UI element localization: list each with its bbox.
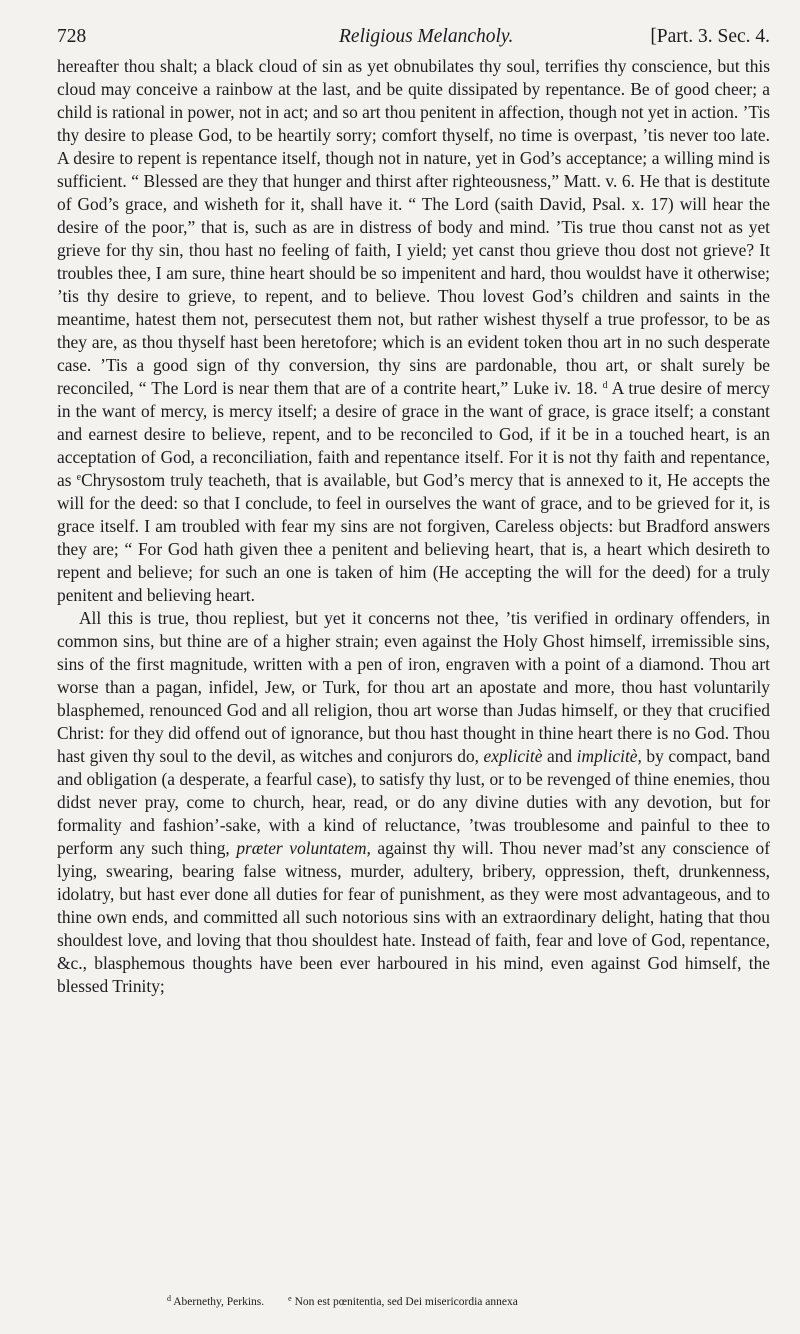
text-run: All this is true, thou repliest, but yet it concerns not thee, ’tis verified in ordinary offenders, in common sins, but thine are of a higher strain; even against the Holy Ghost himself, irremissible sins, sins of the first magnitude, written with a pen of iron, engraven with a point of a diamond. Thou art worse than a pagan, infidel, Jew, or Turk, for thou art an apostate and more, thou hast voluntarily blasphemed, renounced God and all religion, thou art worse than Judas himself, or they that crucified Christ: for they did offend out of ignorance, but thou hast thought in thine heart there is no God. Thou hast given thy soul to the devil, as witches and conjurors do,: [57, 608, 770, 766]
footnote-mark: d: [167, 1294, 171, 1303]
text-run: hereafter thou shalt; a black cloud of sin as yet obnubilates thy soul, terrifies thy conscience, but this cloud may conceive a rainbow at the last, and be quite dissipated by repentance. Be of good cheer; a child is rational in power, not in act; and so art thou penitent in affection, though not yet in action. ’Tis thy desire to please God, to be heartily sorry; comfort thyself, no time is overpast, ’tis never too late. A desire to repent is repentance itself, though not in nature, yet in God’s acceptance; a willing mind is sufficient. “ Blessed are they that hunger and thirst after righteousness,” Matt. v. 6. He that is destitute of God’s grace, and wisheth for it, shall have it. “ The Lord (saith David, Psal. x. 17) will hear the desire of the poor,” that is, such as are in distress of body and mind. ’Tis true thou canst not as yet grieve for thy sin, thou hast no feeling of faith, I yield; yet canst thou grieve thou dost not grieve? It troubles thee, I am sure, thine heart should be so impenitent and hard, thou wouldst have it otherwise; ’tis thy desire to grieve, to repent, and to believe. Thou lovest God’s children and saints in the meantime, hatest them not, persecutest them not, but rather wishest thyself a true professor, to be as they are, as thou thyself hast been heretofore; which is an evident token thou art in no such desperate case. ’Tis a good sign of thy conversion, thy sins are pardonable, thou art, or shalt surely be reconciled, “ The Lord is near them that are of a contrite heart,” Luke iv. 18.: [57, 56, 770, 398]
paragraph: [57, 607, 770, 998]
footnote: [167, 1296, 264, 1308]
running-head: [57, 22, 770, 52]
running-title: Religious Melancholy.: [339, 26, 514, 47]
section-reference: [Part. 3. Sec. 4.: [650, 26, 770, 47]
italic-term: præter voluntatem,: [236, 838, 371, 858]
body-text: [57, 55, 770, 998]
italic-term: implicitè,: [576, 746, 642, 766]
footnote-marker: d: [602, 380, 608, 391]
footnote-marker: e: [76, 472, 82, 483]
text-run: Chrysostom truly teacheth, that is available, but God’s mercy that is annexed to it, He accepts the will for the deed: so that I conclude, to feel in ourselves the want of grace, and to be grieved for it, is grace itself. I am troubled with fear my sins are not forgiven, Careless objects: but Bradford answers they are; “ For God hath given thee a penitent and believing heart, that is, a heart which desireth to repent and believe; for such an one is taken of him (He accepting the will for the deed) for a truly penitent and believing heart.: [57, 470, 770, 605]
italic-term: explicitè: [483, 746, 543, 766]
footnote-text: Abernethy, Perkins.: [171, 1296, 265, 1308]
footnotes: [167, 1296, 518, 1308]
text-run: against thy will. Thou never mad’st any conscience of lying, swearing, bearing false witness, murder, adultery, bribery, oppression, theft, drunkenness, idolatry, but hast ever done all duties for fear of punishment, as they were most advantageous, and to thine own ends, and committed all such notorious sins with an extraordinary delight, hating that thou shouldest love, and loving that thou shouldest hate. Instead of faith, fear and love of God, repentance, &c., blasphemous thoughts have been ever harboured in his mind, even against God himself, the blessed Trinity;: [57, 838, 770, 996]
footnote: [288, 1296, 518, 1308]
paragraph: [57, 55, 770, 607]
page-number: 728: [57, 26, 87, 47]
footnote-mark: e: [288, 1294, 292, 1303]
text-run: A true desire of mercy in the want of mercy, is mercy itself; a desire of grace in the want of grace, is grace itself; a constant and earnest desire to believe, repent, and to be reconciled to God, if it be in a touched heart, is an acceptation of God, a reconciliation, faith and repentance itself. For it is not thy faith and repentance, as: [57, 378, 770, 490]
footnote-text: Non est pœnitentia, sed Dei misericordia annexa: [291, 1296, 518, 1308]
text-run: and: [542, 746, 577, 766]
text-run: by compact, band and obligation (a desperate, a fearful case), to satisfy thy lust, or to be revenged of thine enemies, thou didst never pray, come to church, hear, read, or do any divine duties with any devotion, but for formality and fashion’-sake, with a kind of reluctance, ’twas troublesome and painful to thee to perform any such thing,: [57, 746, 770, 858]
